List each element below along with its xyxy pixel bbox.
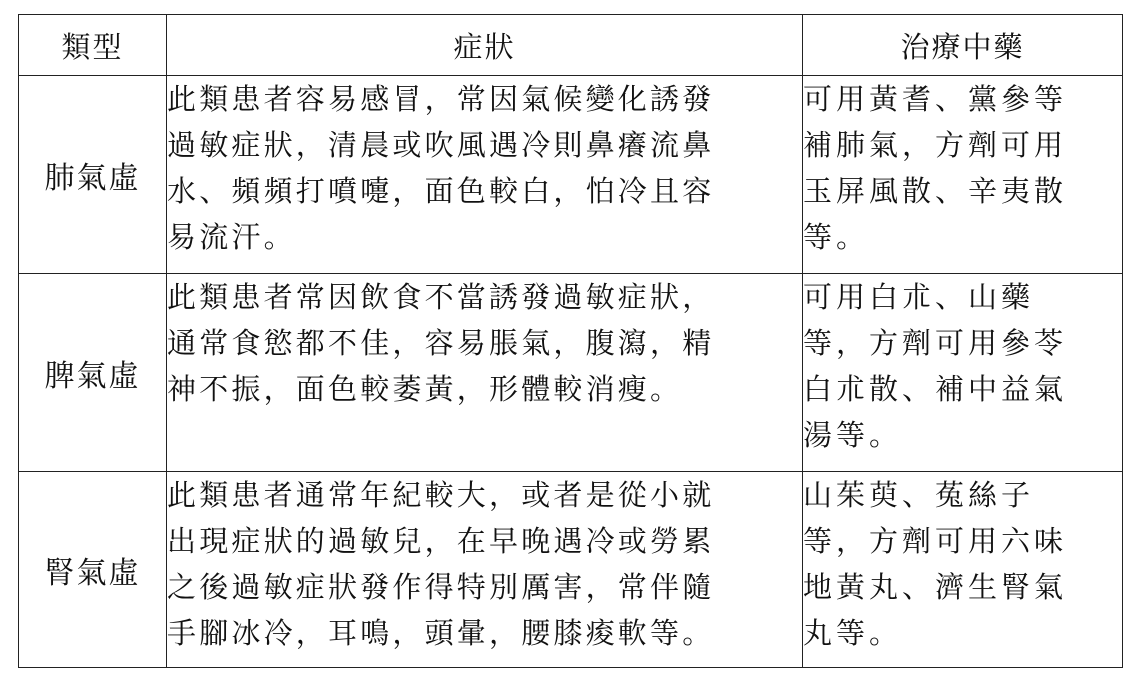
herbs-line: 湯等。 xyxy=(803,418,903,452)
herbs-line: 丸等。 xyxy=(803,616,903,650)
herbs-cell xyxy=(803,472,1123,668)
table-row-spleen-qi-deficiency xyxy=(19,274,1123,472)
symptoms-line: 出現症狀的過敏兒，在早晚遇冷或勞累 xyxy=(167,524,715,558)
herbs-line: 等。 xyxy=(803,220,870,254)
type-cell: 腎氣虛 xyxy=(19,472,167,668)
symptoms-line: 易流汗。 xyxy=(167,220,296,254)
herbs-line: 等，方劑可用六味 xyxy=(803,524,1068,558)
symptoms-line: 此類患者常因飲食不當誘發過敏症狀， xyxy=(167,280,715,314)
header-symptoms: 症狀 xyxy=(167,15,803,76)
table-header-row xyxy=(19,15,1123,76)
herbs-line: 等，方劑可用參苓 xyxy=(803,326,1068,360)
header-type: 類型 xyxy=(19,15,167,76)
herbs-line: 可用白朮、山藥 xyxy=(803,280,1035,314)
herbs-line: 山茱萸、菟絲子 xyxy=(803,478,1035,512)
header-herbs: 治療中藥 xyxy=(803,15,1123,76)
herbs-line: 可用黃耆、黨參等 xyxy=(803,82,1068,116)
symptoms-cell xyxy=(167,472,803,668)
symptoms-line: 過敏症狀，清晨或吹風遇冷則鼻癢流鼻 xyxy=(167,128,715,162)
symptoms-line: 水、頻頻打噴嚏，面色較白，怕冷且容 xyxy=(167,174,715,208)
tcm-allergy-table xyxy=(18,14,1123,668)
herbs-cell xyxy=(803,76,1123,274)
type-cell: 脾氣虛 xyxy=(19,274,167,472)
herbs-line: 地黃丸、濟生腎氣 xyxy=(803,570,1068,604)
symptoms-line: 此類患者容易感冒，常因氣候變化誘發 xyxy=(167,82,715,116)
symptoms-line: 此類患者通常年紀較大，或者是從小就 xyxy=(167,478,715,512)
type-cell: 肺氣虛 xyxy=(19,76,167,274)
table-row-kidney-qi-deficiency xyxy=(19,472,1123,668)
herbs-line: 補肺氣，方劑可用 xyxy=(803,128,1068,162)
herbs-cell xyxy=(803,274,1123,472)
table-row-lung-qi-deficiency xyxy=(19,76,1123,274)
symptoms-line: 神不振，面色較萎黃，形體較消瘦。 xyxy=(167,372,683,406)
symptoms-line: 通常食慾都不佳，容易脹氣，腹瀉，精 xyxy=(167,326,715,360)
symptoms-cell xyxy=(167,76,803,274)
herbs-line: 白朮散、補中益氣 xyxy=(803,372,1068,406)
herbs-line: 玉屏風散、辛夷散 xyxy=(803,174,1068,208)
symptoms-cell xyxy=(167,274,803,472)
symptoms-line: 之後過敏症狀發作得特別厲害，常伴隨 xyxy=(167,570,715,604)
symptoms-line: 手腳冰冷，耳鳴，頭暈，腰膝痠軟等。 xyxy=(167,616,715,650)
